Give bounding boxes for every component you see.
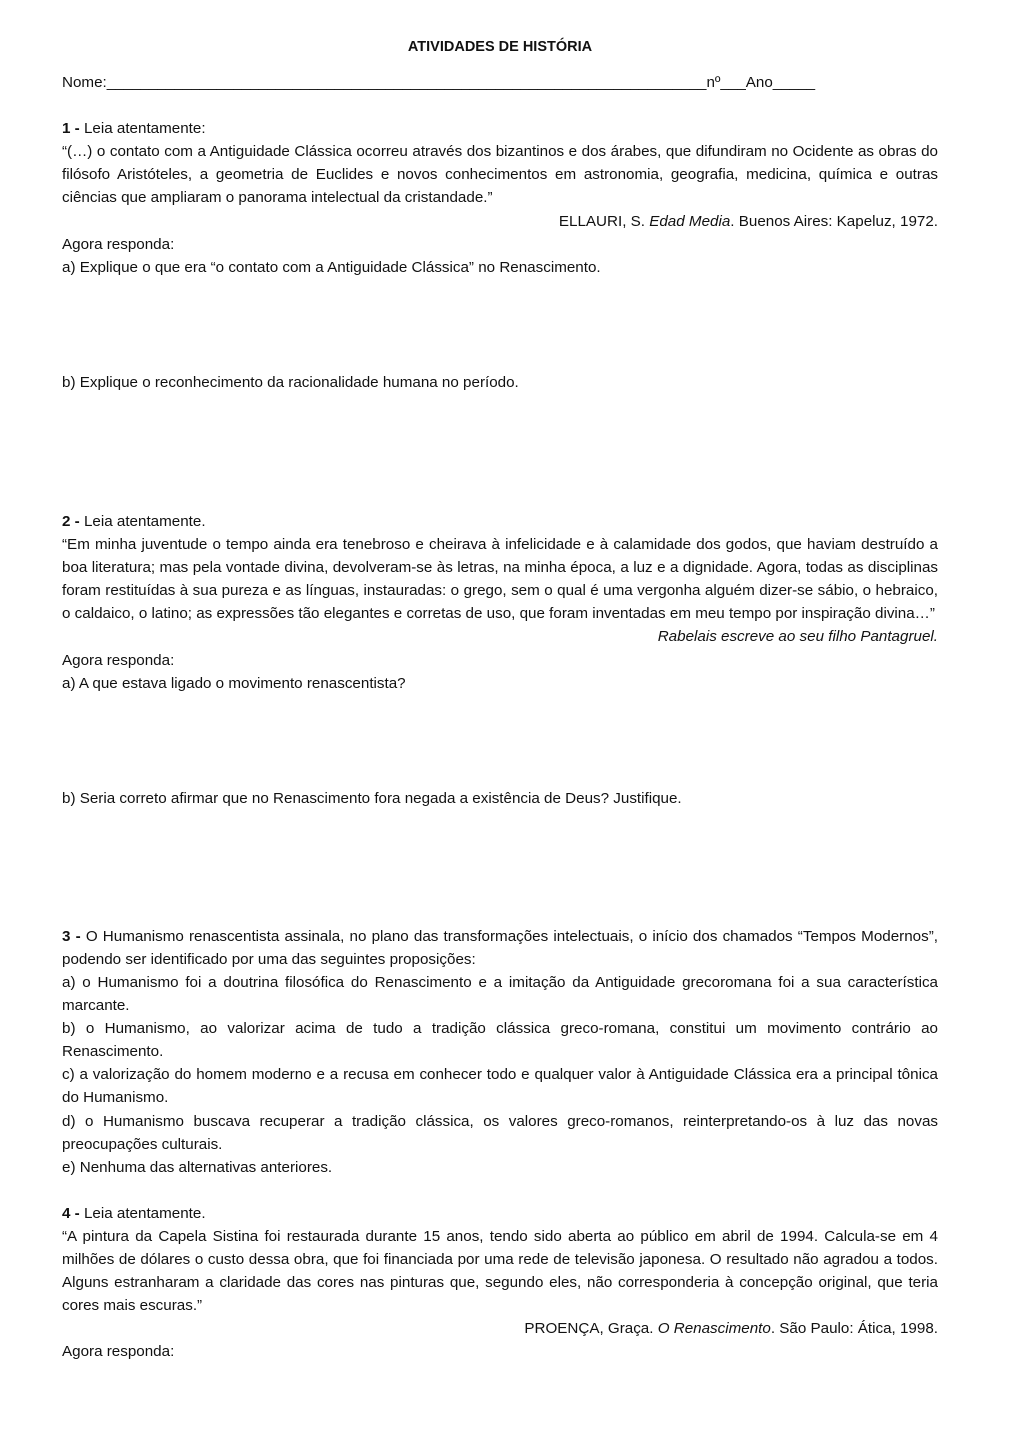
question-2-number: 2 - — [62, 512, 80, 530]
question-4-heading — [62, 1202, 938, 1225]
question-4-source — [62, 1317, 938, 1340]
question-3-intro: O Humanismo renascentista assinala, no plano das transformações intelectuais, o início dos chamados “Tempos Modernos”, podendo ser identificado por uma das seguintes proposições: — [62, 927, 938, 968]
question-1-quote: “(…) o contato com a Antiguidade Clássica ocorreu através dos bizantinos e dos árabes, que difundiram no Ocidente as obras do filósofo Aristóteles, a geometria de Euclides e novos conhecimentos em astronomia, geografia, medicina, química e outras ciências que ampliaram o panorama intelectual da cristandade.” — [62, 143, 938, 207]
question-1-heading — [62, 117, 938, 140]
answer-space-2b — [62, 810, 938, 925]
question-4-quote: “A pintura da Capela Sistina foi restaurada durante 15 anos, tendo sido aberta ao público em abril de 1994. Calcula-se em 4 milhões de dólares o custo dessa obra, que foi financiada por uma rede de televisão japonesa. O resultado não agradou a todos. Alguns estranharam a claridade das cores nas pinturas que, segundo eles, não corresponderia à concepção original, que teria cores mais escuras.” — [62, 1227, 938, 1315]
question-3 — [62, 925, 938, 1179]
question-2 — [62, 510, 938, 925]
question-1-source-rest: . Buenos Aires: Kapeluz, 1972. — [730, 212, 938, 230]
question-3-option-d: d) o Humanismo buscava recuperar a tradição clássica, os valores greco-romanos, reinterpretando-os à luz das novas preocupações culturais. — [62, 1112, 938, 1153]
answer-space-1b — [62, 394, 938, 510]
question-2-prompt: Agora responda: — [62, 651, 175, 669]
question-2-source — [62, 625, 938, 648]
name-field-line: Nome:_______________________________________________________________________nº___Ano_____ — [62, 74, 816, 92]
question-2-intro: Leia atentamente. — [79, 512, 206, 530]
question-3-statement — [62, 925, 938, 971]
question-2-source-text: Rabelais escreve ao seu filho Pantagruel. — [657, 628, 938, 646]
question-4 — [62, 1202, 938, 1364]
question-3-option-c: c) a valorização do homem moderno e a recusa em conhecer todo e qualquer valor à Antiguidade Clássica era a principal tônica do Humanismo. — [62, 1066, 938, 1107]
question-1-item-b: b) Explique o reconhecimento da racionalidade humana no período. — [62, 373, 519, 391]
question-2-item-a: a) A que estava ligado o movimento renascentista? — [62, 674, 406, 692]
question-4-source-title: O Renascimento — [657, 1320, 771, 1338]
question-4-source-rest: . São Paulo: Ática, 1998. — [770, 1320, 938, 1338]
question-2-heading — [62, 510, 938, 533]
question-1-prompt: Agora responda: — [62, 235, 175, 253]
question-3-option-e: e) Nenhuma das alternativas anteriores. — [62, 1158, 333, 1176]
question-3-number: 3 - — [62, 927, 81, 945]
question-3-option-a: a) o Humanismo foi a doutrina filosófica do Renascimento e a imitação da Antiguidade grecoromana foi a sua característica marcante. — [62, 973, 938, 1015]
question-1-source-title: Edad Media — [649, 212, 731, 230]
question-1-intro: Leia atentamente: — [79, 120, 206, 138]
question-1-number: 1 - — [62, 120, 80, 138]
question-4-prompt: Agora responda: — [62, 1343, 175, 1361]
answer-space-1a — [62, 279, 938, 371]
question-2-quote: “Em minha juventude o tempo ainda era tenebroso e cheirava à infelicidade e à calamidade dos godos, que haviam destruído a boa literatura; mas pela vontade divina, devolveram-se às letras, na minha época, a luz e a dignidade. Agora, todas as disciplinas foram restituídas à sua pureza e as línguas, instauradas: o grego, sem o qual é uma vergonha alguém dizer-se sábio, o hebraico, o caldaico, o latino; as expressões tão elegantes e corretas de uso, que foram inventadas em meu tempo por inspiração divina…” — [62, 536, 938, 623]
question-4-number: 4 - — [62, 1204, 80, 1222]
answer-space-2a — [62, 695, 938, 787]
question-4-source-author: PROENÇA, Graça. — [524, 1320, 658, 1338]
question-4-intro: Leia atentamente. — [79, 1204, 206, 1222]
question-1-source — [62, 210, 938, 233]
question-1 — [62, 117, 938, 510]
page-title: ATIVIDADES DE HISTÓRIA — [407, 39, 593, 55]
question-2-item-b: b) Seria correto afirmar que no Renascimento fora negada a existência de Deus? Justifique. — [62, 789, 682, 807]
question-3-option-b: b) o Humanismo, ao valorizar acima de tudo a tradição clássica greco-romana, constitui um movimento contrário ao Renascimento. — [62, 1020, 938, 1061]
question-1-item-a: a) Explique o que era “o contato com a Antiguidade Clássica” no Renascimento. — [62, 258, 601, 276]
question-1-source-author: ELLAURI, S. — [558, 212, 650, 230]
